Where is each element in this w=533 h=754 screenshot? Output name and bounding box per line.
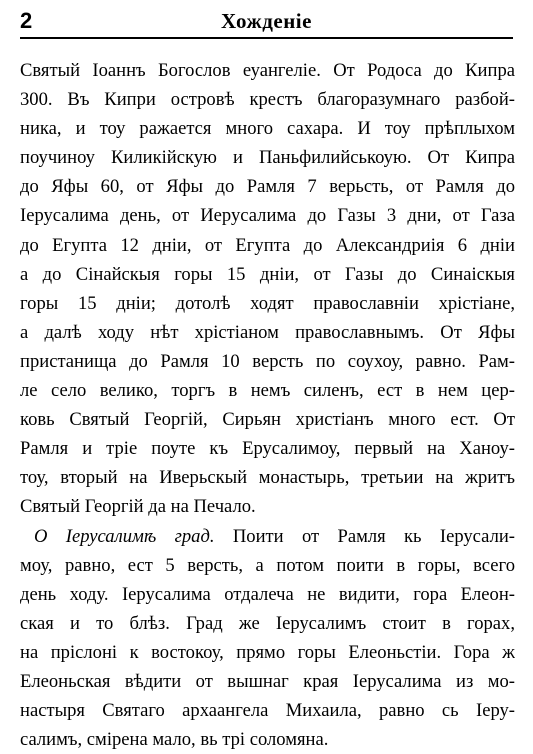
header-rule (20, 37, 513, 39)
text-line: Рамля и тріе поуте къ Ерусалимоу, первый на Ханоу- (20, 434, 515, 463)
text-line: моу, равно, ест 5 версть, а потом поити в горы, всего (20, 551, 515, 580)
text-line: ковь Святый Георгій, Сирьян христіанъ много ест. От (20, 405, 515, 434)
text-line: салимъ, смірена мало, вь трі соломяна. (20, 725, 515, 754)
text-line: ника, и тоу ражается много сахара. И тоу прѣплыхом (20, 114, 515, 143)
text-line: поучиноу Киликійскую и Паньфилийськоую. От Кипра (20, 143, 515, 172)
text-line: 300. Въ Кипри островѣ крестъ благоразумнаго разбой- (20, 85, 515, 114)
page-header (20, 8, 513, 38)
text-line: Іерусалима день, от Иерусалима до Газы 3 дни, от Газа (20, 201, 515, 230)
text-line: на пріслоні к востокоу, прямо горы Елеоньстіи. Гора ж (20, 638, 515, 667)
text-line: до Яфы 60, от Яфы до Рамля 7 верьсть, от Рамля до (20, 172, 515, 201)
section-heading: О Іерусалимѣ град. (34, 526, 215, 547)
paragraph-2 (20, 522, 515, 754)
page-number: 2 (20, 8, 32, 34)
text-line: ле село велико, торгъ в немъ силенъ, ест в нем цер- (20, 376, 515, 405)
text-line: до Егупта 12 днiи, от Егупта до Александриія 6 днiи (20, 231, 515, 260)
text-line (20, 522, 515, 551)
running-head: Хожденіе (20, 8, 513, 34)
body-text (20, 56, 515, 754)
text-line: ская и то блѣз. Град же Іерусалимъ стоит в горах, (20, 609, 515, 638)
paragraph-1 (20, 56, 515, 522)
text-line: Святый Іоаннъ Богослов еуангеліе. От Родоса до Кипра (20, 56, 515, 85)
text-line: Елеоньская вѣдити от вышнаг края Іерусалима из мо- (20, 667, 515, 696)
text-line: а далѣ ходу нѣт хрістіаном православнымъ. От Яфы (20, 318, 515, 347)
text-line: настыря Святаго архаангела Михаила, равно сь Іеру- (20, 696, 515, 725)
text-line: день ходу. Іерусалима отдалеча не видити, гора Елеон- (20, 580, 515, 609)
text-line: Святый Георгій да на Печало. (20, 492, 515, 521)
text-line: горы 15 днiи; дотолѣ ходят православніи хрістіане, (20, 289, 515, 318)
text-run: Поити от Рамля кь Іерусали- (215, 526, 515, 547)
text-line: пристанища до Рамля 10 версть по соухоу, равно. Рам- (20, 347, 515, 376)
text-line: а до Сінайскыя горы 15 днiи, от Газы до Синаіскыя (20, 260, 515, 289)
text-line: тоу, вторый на Иверьскый монастырь, третьии на жритъ (20, 463, 515, 492)
